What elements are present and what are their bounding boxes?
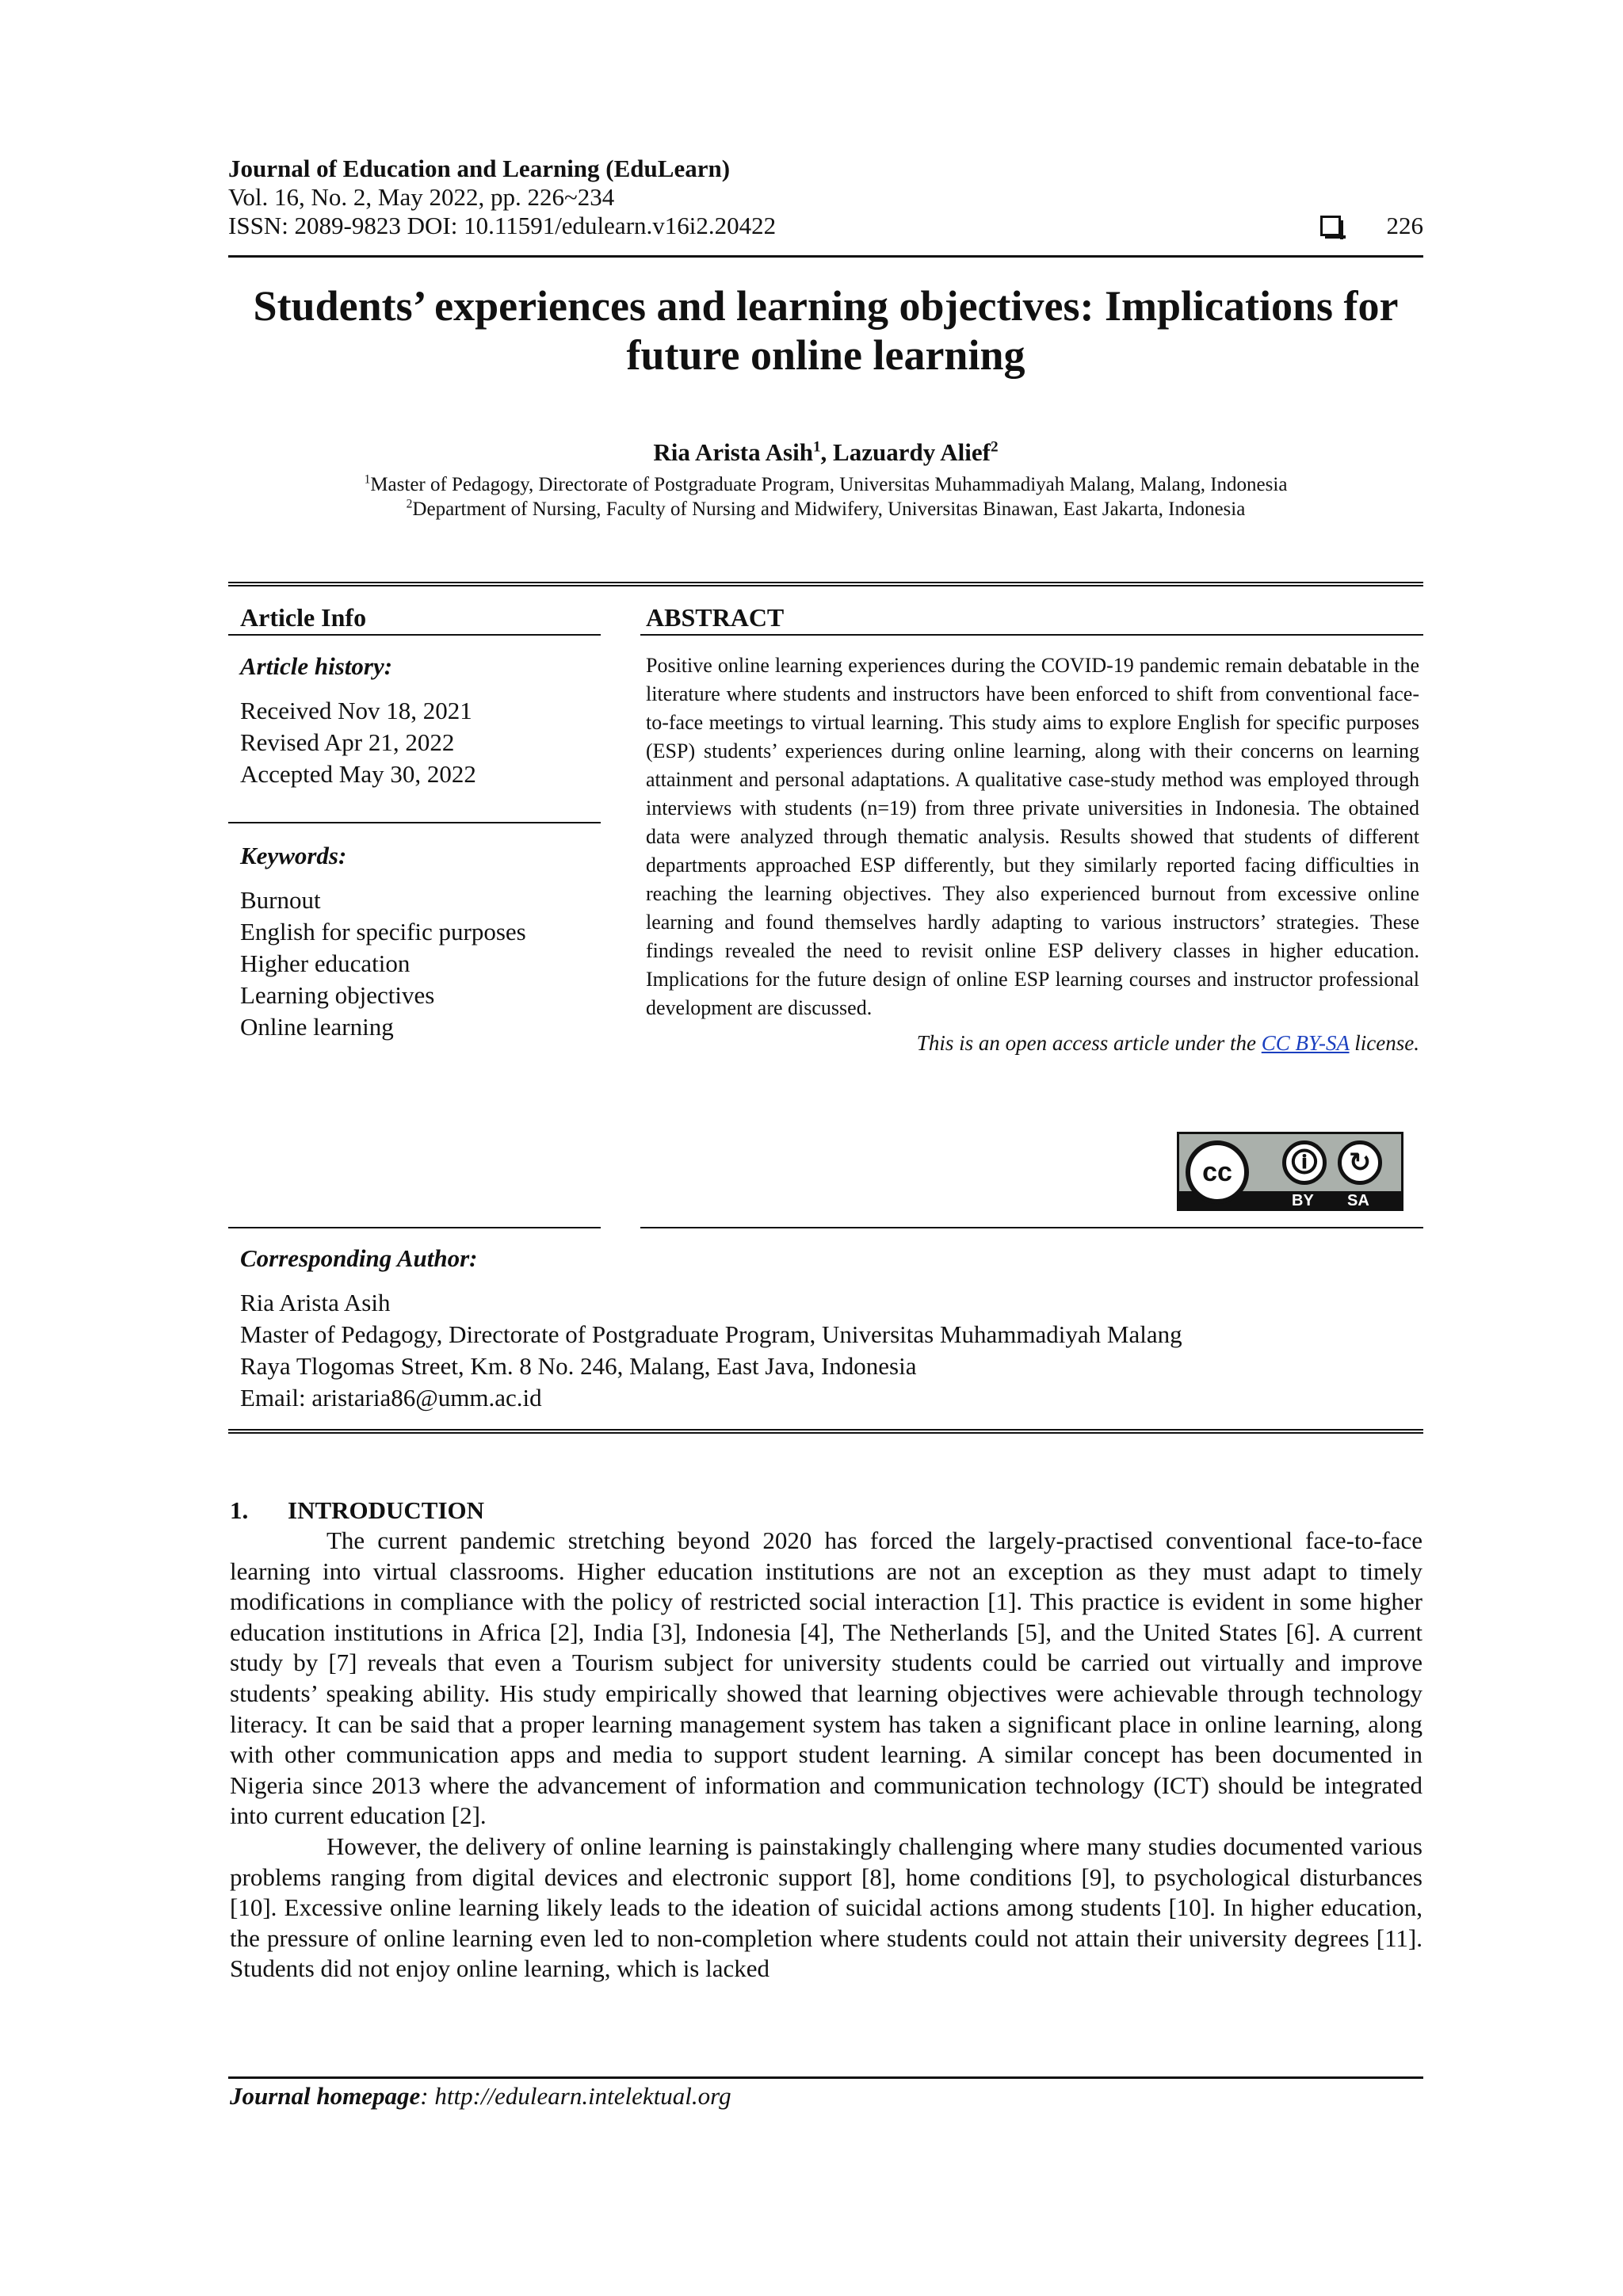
author-separator: , [820, 438, 834, 466]
share-alike-icon: ↻ [1338, 1140, 1382, 1185]
history-revised: Revised Apr 21, 2022 [240, 728, 455, 756]
abstract-heading-wrap [646, 602, 1419, 632]
footer-url[interactable]: : http://edulearn.intelektual.org [420, 2082, 731, 2110]
author-line [228, 438, 1423, 467]
page-number: 226 [1386, 212, 1423, 239]
author-name: Ria Arista Asih [653, 438, 813, 466]
affiliation-1: $^1$Master of Pedagogy, Directorate of Postgraduate Program, Universitas Muhammadiyah Malang, Malang, Indonesia [364, 472, 1288, 495]
by-label: BY [1292, 1192, 1314, 1209]
corresponding-author [240, 1244, 1421, 1414]
keywords-heading: Keywords: [240, 842, 347, 869]
history-divider [228, 822, 601, 823]
corresponding-email: Email: aristaria86@umm.ac.id [240, 1384, 542, 1412]
section-number: 1. [230, 1496, 249, 1524]
article-info [240, 602, 601, 632]
corresponding-name: Ria Arista Asih [240, 1289, 391, 1316]
footer-rule [228, 2076, 1423, 2079]
section-title: INTRODUCTION [288, 1496, 485, 1524]
history-list [240, 695, 601, 790]
introduction-body [230, 1526, 1423, 1985]
article-info-underline [228, 634, 601, 636]
keywords [240, 842, 601, 1043]
sa-label: SA [1347, 1192, 1369, 1209]
person-attribution-icon: 🛈 [1282, 1140, 1327, 1185]
cc-icon: cc [1186, 1140, 1249, 1204]
volume-line: Vol. 16, No. 2, May 2022, pp. 226~234 [228, 183, 615, 211]
right-bottom-rule [640, 1227, 1423, 1228]
journal-header [228, 155, 1423, 240]
infobox-bottom-rule [228, 1429, 1423, 1434]
author-affil-sup: 2 [990, 438, 999, 456]
history-received: Received Nov 18, 2021 [240, 697, 472, 724]
journal-homepage-footer [230, 2082, 731, 2111]
affiliations [228, 472, 1423, 521]
abstract-body [646, 651, 1419, 1057]
left-bottom-rule [228, 1227, 601, 1228]
corresponding-affiliation: Master of Pedagogy, Directorate of Postgraduate Program, Universitas Muhammadiyah Malang [240, 1320, 1182, 1348]
abstract-underline [640, 634, 1423, 636]
keywords-list [240, 884, 601, 1043]
abstract-heading: ABSTRACT [646, 603, 785, 632]
section-heading-introduction [230, 1496, 484, 1525]
open-access-note: This is an open access article under the CC BY-SA license. [916, 1031, 1419, 1055]
footer-label: Journal homepage [230, 2082, 421, 2110]
keyword-item: Burnout [240, 886, 321, 914]
corresponding-heading: Corresponding Author: [240, 1244, 478, 1272]
body-paragraph: The current pandemic stretching beyond 2020 has forced the largely-practised conventional face-to-face learning into virtual classrooms. Higher education institutions are not an exception as they must adapt to timely modifications in compliance with the policy of restricted social interaction [1]. This practice is evident in some higher education institutions in Africa [2], India [3], Indonesia [4], The Netherlands [5], and the United States [6]. A current study by [7] reveals that even a Tourism subject for university students could be carried out virtually and improve students’ speaking ability. His study empirically showed that learning objectives were achievable through technology literacy. It can be said that a proper learning management system has taken a significant place in online learning, along with other communication apps and media to support student learning. A similar concept has been documented in Nigeria since 2013 where the advancement of information and communication technology (ICT) should be integrated into current education [2]. [230, 1526, 1423, 1830]
author-affil-sup: 1 [812, 438, 821, 456]
body-paragraph: However, the delivery of online learning is painstakingly challenging where many studies documented various problems ranging from digital devices and electronic support [8], home conditions [9], to psychological disturbances [10]. Excessive online learning likely leads to the ideation of suicidal actions among students [10]. In higher education, the pressure of online learning even led to non-completion where students could not attain their university degrees [11]. Students did not enjoy online learning, which is lacked [230, 1832, 1423, 1983]
keyword-item: English for specific purposes [240, 918, 526, 946]
issn-doi-line: ISSN: 2089-9823 DOI: 10.11591/edulearn.v16i2.20422 [228, 212, 777, 239]
journal-name: Journal of Education and Learning (EduLearn) [228, 155, 731, 182]
corresponding-details [240, 1287, 1421, 1414]
keyword-item: Learning objectives [240, 981, 435, 1009]
keyword-item: Online learning [240, 1013, 394, 1041]
checkbox-square-icon [1320, 216, 1341, 236]
article-info-heading: Article Info [240, 603, 367, 632]
affiliation-2: $^2$Department of Nursing, Faculty of Nursing and Midwifery, Universitas Binawan, East Jakarta, Indonesia [406, 497, 1246, 520]
corresponding-address: Raya Tlogomas Street, Km. 8 No. 246, Malang, East Java, Indonesia [240, 1352, 917, 1380]
header-rule [228, 255, 1423, 258]
article-history-heading: Article history: [240, 652, 393, 680]
infobox-top-rule [228, 582, 1423, 586]
article-history [240, 652, 601, 790]
history-accepted: Accepted May 30, 2022 [240, 760, 476, 788]
keyword-item: Higher education [240, 949, 411, 977]
author-name: Lazuardy Alief [833, 438, 991, 466]
abstract-text: Positive online learning experiences during the COVID-19 pandemic remain debatable in the literature where students and instructors have been enforced to shift from conventional face-to-face meetings to virtual learning. This study aims to explore English for specific purposes (ESP) students’ experiences during online learning, along with their concerns on learning attainment and personal adaptations. A qualitative case-study method was employed through interviews with students (n=19) from three private universities in Indonesia. The obtained data were analyzed through thematic analysis. Results showed that students of different departments approached ESP differently, but they similarly reported facing difficulties in reaching the learning objectives. They also experienced burnout from excessive online learning and found themselves hardly adapting to various instructors’ strategies. These findings revealed the need to revisit online ESP delivery classes in higher education. Implications for the future design of online ESP learning courses and instructor professional development are discussed. [646, 654, 1419, 1019]
paper-title: Students’ experiences and learning objectives: Implications for future online learning [253, 282, 1399, 379]
cc-by-sa-link[interactable]: CC BY-SA [1261, 1031, 1350, 1055]
cc-by-sa-badge[interactable] [1177, 1132, 1403, 1211]
